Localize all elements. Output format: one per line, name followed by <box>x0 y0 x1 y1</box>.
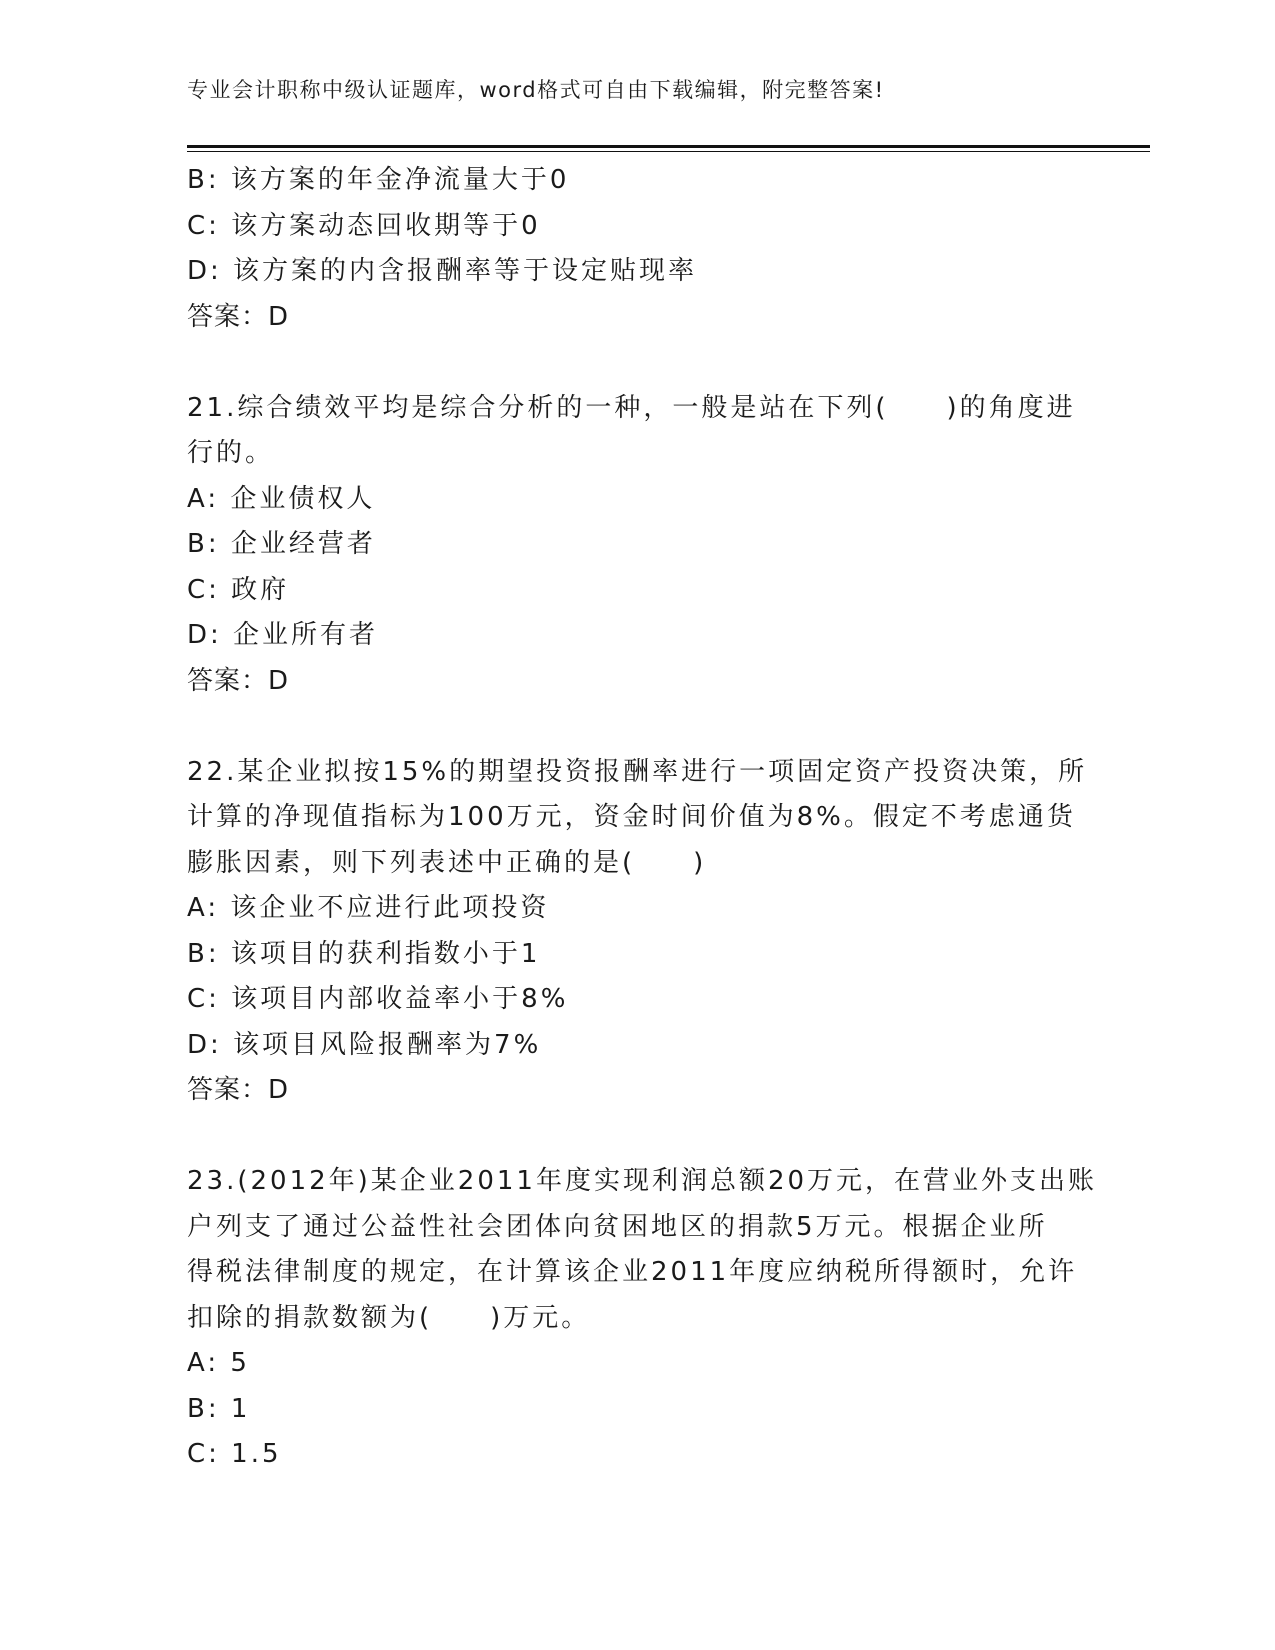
option-a: A: 企业债权人 <box>187 483 376 514</box>
option-a: A: 该企业不应进行此项投资 <box>187 893 550 923</box>
option-b: B: 1 <box>187 1393 251 1424</box>
answer: 答案：D <box>187 1075 290 1105</box>
page-header: 专业会计职称中级认证题库，word格式可自由下载编辑，附完整答案! <box>187 78 885 102</box>
question-stem-line: 扣除的捐款数额为( )万元。 <box>187 1302 591 1333</box>
question-20-continuation <box>187 158 1087 340</box>
question-stem-line: 得税法律制度的规定，在计算该企业2011年度应纳税所得额时，允许 <box>187 1257 1078 1287</box>
question-stem-line: 行的。 <box>187 438 275 468</box>
option-b: B: 该项目的获利指数小于1 <box>187 938 541 969</box>
option-c: C: 政府 <box>187 574 290 605</box>
question-stem-line: 23.(2012年)某企业2011年度实现利润总额20万元，在营业外支出账 <box>187 1166 1098 1196</box>
question-stem-line: 计算的净现值指标为100万元，资金时间价值为8%。假定不考虑通货 <box>187 802 1076 832</box>
header-rule-thick <box>187 145 1150 148</box>
option-c: C: 1.5 <box>187 1439 282 1469</box>
option-a: A: 5 <box>187 1348 250 1378</box>
answer: 答案：D <box>187 665 290 696</box>
question-23 <box>187 1159 1098 1478</box>
answer: 答案：D <box>187 301 290 332</box>
option-d: D: 该项目风险报酬率为7% <box>187 1029 542 1060</box>
option-b: B: 企业经营者 <box>187 529 376 559</box>
option-b: B: 该方案的年金净流量大于0 <box>187 165 570 195</box>
question-stem-line: 22.某企业拟按15%的期望投资报酬率进行一项固定资产投资决策，所 <box>187 756 1088 787</box>
question-22 <box>187 750 1087 1114</box>
question-stem-line: 膨胀因素，则下列表述中正确的是( ) <box>187 847 707 878</box>
question-stem-line: 户列支了通过公益性社会团体向贫困地区的捐款5万元。根据企业所 <box>187 1211 1048 1242</box>
question-stem-line: 21.综合绩效平均是综合分析的一种，一般是站在下列( )的角度进 <box>187 392 1076 423</box>
option-c: C: 该项目内部收益率小于8% <box>187 984 569 1014</box>
option-d: D: 企业所有者 <box>187 620 379 650</box>
spacer <box>187 1114 1087 1160</box>
spacer <box>187 704 1087 750</box>
spacer <box>187 340 1087 386</box>
option-d: D: 该方案的内含报酬率等于设定贴现率 <box>187 256 698 286</box>
question-21 <box>187 386 1087 705</box>
question-content <box>187 158 1098 1478</box>
header-rule-thin <box>187 151 1150 152</box>
option-c: C: 该方案动态回收期等于0 <box>187 210 541 241</box>
